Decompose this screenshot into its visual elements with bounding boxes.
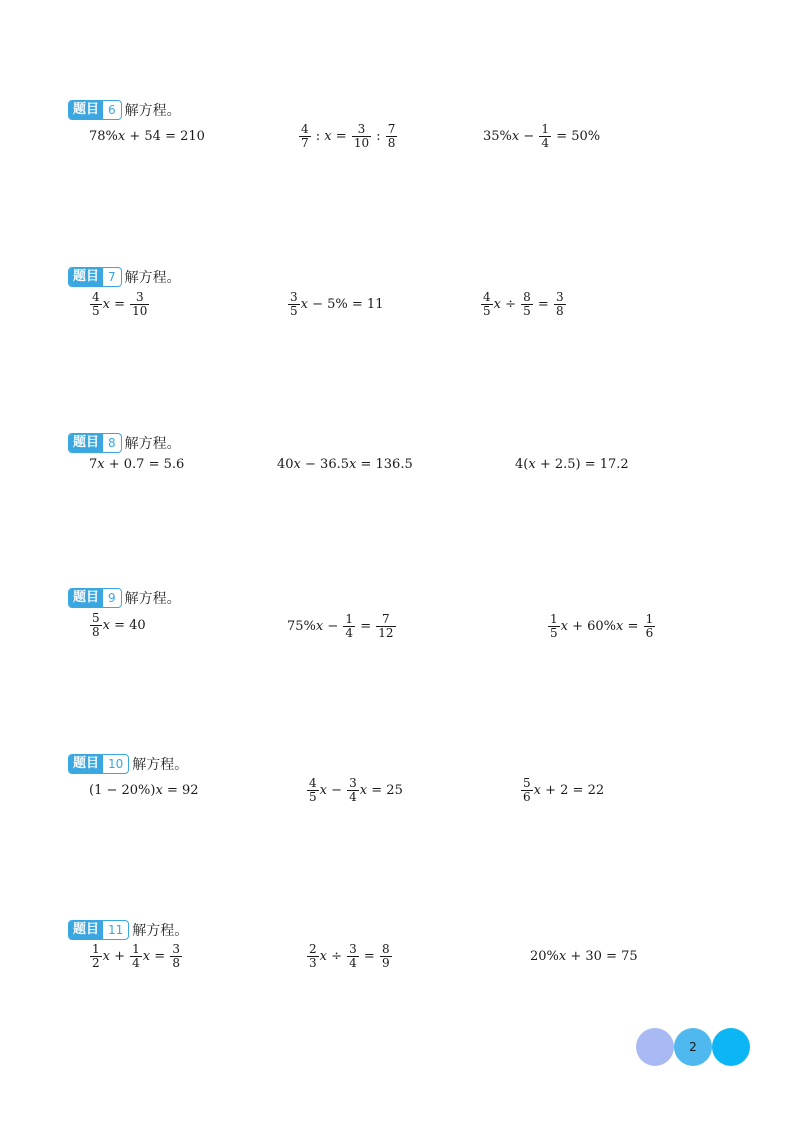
numerator: 8 (523, 289, 531, 304)
problem-tag (68, 100, 122, 120)
fraction (376, 613, 395, 640)
problem-instruction: 解方程。 (132, 757, 189, 773)
problem-number: 8 (108, 436, 116, 450)
fraction (307, 943, 319, 970)
numerator: 3 (349, 941, 357, 956)
equation-text: = (331, 128, 351, 144)
variable: x (142, 948, 151, 964)
problem-instruction: 解方程。 (124, 436, 181, 452)
denominator: 5 (92, 303, 100, 318)
equation-text: + 54 = 210 (125, 128, 205, 144)
variable: x (300, 296, 308, 312)
variable: x (315, 618, 324, 634)
problem-9 (0, 588, 794, 678)
variable: x (359, 782, 368, 798)
problem-tag (68, 754, 129, 774)
problem-instruction: 解方程。 (124, 270, 181, 286)
denominator: 7 (301, 135, 309, 150)
equation-text: = 136.5 (356, 456, 413, 472)
denominator: 5 (483, 303, 491, 318)
equation-text: + 30 = 75 (566, 948, 638, 964)
problem-header (68, 588, 181, 608)
problem-8 (0, 433, 794, 523)
problem-6 (0, 100, 794, 190)
equation (287, 608, 397, 644)
problem-number: 9 (108, 591, 116, 605)
numerator: 8 (381, 941, 390, 956)
equation-text: + 2.5) = 17.2 (535, 456, 629, 472)
equation-text: = (356, 618, 376, 634)
fraction (386, 123, 398, 150)
equation (306, 938, 393, 974)
variable: x (528, 456, 536, 472)
numerator: 4 (309, 775, 317, 790)
page-number-badge (636, 1028, 756, 1068)
variable: x (102, 296, 110, 312)
numerator: 3 (135, 289, 144, 304)
denominator: 10 (132, 303, 148, 318)
equation (530, 938, 638, 974)
equation (89, 286, 150, 322)
equation (306, 772, 403, 808)
equation-text: = 25 (367, 782, 403, 798)
decor-circle (674, 1028, 712, 1066)
fraction (352, 123, 371, 150)
variable: x (616, 618, 624, 634)
fraction (170, 943, 182, 970)
denominator: 10 (353, 135, 370, 150)
numerator: 7 (382, 611, 390, 626)
equation-text: = (150, 948, 170, 964)
variable: x (155, 782, 163, 798)
denominator: 5 (309, 789, 317, 804)
variable: x (493, 296, 501, 312)
denominator: 4 (349, 955, 357, 970)
equation-text: + 60% (567, 618, 617, 634)
equation-text: : (372, 128, 385, 144)
problem-label: 题目 (69, 101, 103, 119)
problem-label: 题目 (69, 434, 103, 452)
equation-text: = (109, 296, 130, 312)
problem-11 (0, 920, 794, 1010)
denominator: 6 (645, 625, 654, 640)
fraction (307, 777, 319, 804)
page-number: 2 (689, 1040, 697, 1054)
problem-number: 11 (108, 923, 124, 937)
decor-circle (636, 1028, 674, 1066)
problem-label: 题目 (69, 921, 103, 939)
problem-header (68, 754, 188, 774)
equation (89, 938, 183, 974)
equation (515, 446, 629, 482)
equation-text: = (359, 948, 379, 964)
fraction (90, 612, 102, 639)
numerator: 1 (92, 941, 100, 956)
numerator: 3 (349, 775, 357, 790)
fraction (288, 291, 300, 318)
equation (483, 118, 600, 154)
decor-circle (712, 1028, 750, 1066)
problem-number: 10 (108, 757, 124, 771)
fraction (521, 291, 533, 318)
denominator: 8 (555, 303, 564, 318)
variable: x (319, 782, 327, 798)
numerator: 1 (541, 121, 550, 136)
equation-text: = (533, 296, 553, 312)
denominator: 8 (387, 135, 396, 150)
numerator: 1 (645, 611, 654, 626)
denominator: 2 (92, 955, 100, 970)
numerator: 3 (172, 941, 180, 956)
equation-text: (1 − 20%) (89, 782, 156, 798)
equation (520, 772, 604, 808)
equation (89, 446, 184, 482)
numerator: 3 (555, 289, 564, 304)
problem-instruction: 解方程。 (132, 923, 189, 939)
fraction (554, 291, 566, 318)
denominator: 5 (523, 303, 531, 318)
equation-text: − (326, 782, 347, 798)
problem-tag (68, 920, 129, 940)
fraction (299, 123, 311, 150)
denominator: 4 (349, 789, 357, 804)
equation (277, 446, 413, 482)
numerator: 1 (345, 611, 354, 626)
fraction (347, 777, 359, 804)
equation (89, 772, 199, 808)
equation-text: − (323, 618, 343, 634)
equation-text: = 92 (162, 782, 199, 798)
equation (547, 608, 656, 644)
problem-10 (0, 754, 794, 844)
equation-text: ÷ (500, 296, 521, 312)
numerator: 1 (550, 611, 558, 626)
variable: x (97, 456, 105, 472)
equation-text: − (519, 128, 539, 144)
problem-number: 7 (108, 270, 116, 284)
numerator: 5 (523, 775, 531, 790)
problem-header (68, 920, 188, 940)
denominator: 5 (550, 625, 558, 640)
problem-header (68, 100, 181, 120)
numerator: 3 (290, 289, 298, 304)
denominator: 8 (172, 955, 180, 970)
variable: x (293, 456, 301, 472)
equation-text: = 40 (109, 617, 146, 633)
denominator: 4 (132, 955, 140, 970)
equation (89, 118, 205, 154)
equation-text: : (311, 128, 325, 144)
variable: x (117, 128, 126, 144)
problem-tag (68, 588, 122, 608)
fraction (644, 613, 656, 640)
numerator: 1 (132, 941, 140, 956)
problem-label: 题目 (69, 268, 103, 286)
fraction (90, 291, 102, 318)
variable: x (349, 456, 357, 472)
fraction (539, 123, 551, 150)
denominator: 5 (290, 303, 298, 318)
fraction (90, 943, 102, 970)
fraction (347, 943, 359, 970)
equation-text: 78% (89, 128, 118, 144)
equation-text: 7 (89, 456, 98, 472)
equation-text: 75% (287, 618, 316, 634)
problem-7 (0, 267, 794, 357)
denominator: 4 (541, 135, 550, 150)
equation-text: − 36.5 (300, 456, 349, 472)
variable: x (533, 782, 541, 798)
variable: x (102, 948, 110, 964)
equation-text: 35% (483, 128, 512, 144)
numerator: 2 (309, 941, 317, 956)
fraction (521, 777, 533, 804)
denominator: 4 (345, 625, 354, 640)
problem-number: 6 (108, 103, 116, 117)
variable: x (324, 128, 332, 144)
numerator: 5 (92, 610, 100, 625)
variable: x (319, 948, 327, 964)
problem-label: 题目 (69, 755, 103, 773)
equation-text: + (109, 948, 130, 964)
equation-text: 40 (277, 456, 294, 472)
equation (287, 286, 383, 322)
fraction (343, 613, 355, 640)
numerator: 7 (387, 121, 396, 136)
fraction (481, 291, 493, 318)
problem-instruction: 解方程。 (124, 591, 181, 607)
equation (298, 118, 398, 154)
fraction (130, 943, 142, 970)
problem-tag (68, 267, 122, 287)
problem-header (68, 267, 181, 287)
equation-text: = 50% (552, 128, 601, 144)
numerator: 4 (301, 121, 309, 136)
equation-text: + 0.7 = 5.6 (104, 456, 185, 472)
equation-text: 20% (530, 948, 559, 964)
variable: x (511, 128, 520, 144)
denominator: 9 (381, 955, 390, 970)
numerator: 3 (357, 121, 366, 136)
fraction (548, 613, 560, 640)
denominator: 6 (523, 789, 531, 804)
equation-text: ÷ (326, 948, 347, 964)
denominator: 12 (378, 625, 394, 640)
denominator: 8 (92, 624, 100, 639)
equation-text: = (623, 618, 643, 634)
equation-text: 4( (515, 456, 529, 472)
numerator: 4 (483, 289, 491, 304)
equation-text: − 5% = 11 (307, 296, 384, 312)
variable: x (102, 617, 110, 633)
problem-instruction: 解方程。 (124, 103, 181, 119)
variable: x (560, 618, 568, 634)
fraction (130, 291, 149, 318)
equation (480, 286, 567, 322)
variable: x (558, 948, 567, 964)
denominator: 3 (309, 955, 317, 970)
fraction (380, 943, 392, 970)
problem-label: 题目 (69, 589, 103, 607)
equation (89, 607, 146, 643)
numerator: 4 (92, 289, 100, 304)
equation-text: + 2 = 22 (540, 782, 605, 798)
